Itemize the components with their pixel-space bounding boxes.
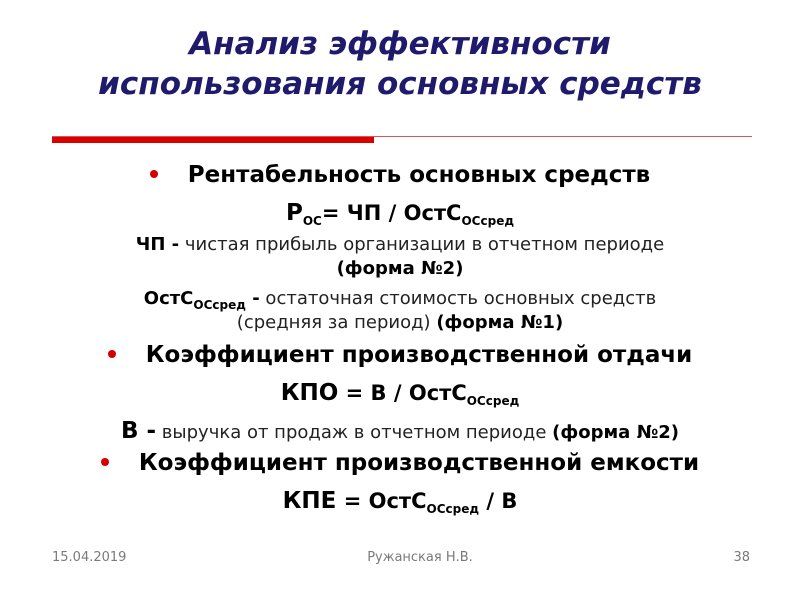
formula-lhs-subscript: ОС [302, 214, 322, 228]
bullet-dot-icon [150, 170, 158, 178]
footer-page-number: 38 [733, 550, 750, 565]
definition-revenue [40, 418, 760, 444]
formula-rhs-subscript: ОСсред [426, 502, 480, 516]
formula-lhs: Р [285, 200, 303, 226]
definition-term-subscript: ОСсред [193, 298, 246, 312]
definition-source-ref: (форма №2) [336, 258, 464, 279]
definition-text: чистая прибыль организации в отчетном периоде [179, 234, 665, 255]
definition-term: ОстС [143, 288, 194, 309]
footer-date: 15.04.2019 [52, 550, 127, 565]
definition-text: выручка от продаж в отчетном периоде [156, 422, 553, 443]
slide-title-line-1: Анализ эффективности [189, 26, 611, 62]
definition-dash: - [245, 288, 260, 309]
divider-thick-line [52, 137, 374, 143]
bullet-item-capital-intensity [40, 450, 760, 476]
bullet-dot-icon [108, 350, 116, 358]
definition-text-cont: (средняя за период) [236, 312, 437, 333]
definition-net-profit [40, 234, 760, 255]
definition-source-ref: (форма №2) [552, 422, 679, 443]
slide-title [0, 24, 800, 104]
footer-author: Ружанская Н.В. [367, 550, 473, 565]
formula-rhs-subscript: ОСсред [461, 214, 515, 228]
definition-term: ЧП - [135, 234, 180, 255]
bullet-dot-icon [101, 458, 109, 466]
slide-title-line-2: использования основных средств [98, 66, 702, 102]
definition-residual-value-cont [40, 312, 760, 333]
bullet-text: Рентабельность основных средств [187, 162, 651, 188]
formula-rhs: = ЧП / ОстС [321, 201, 462, 225]
formula-rhs-subscript: ОСсред [466, 394, 520, 408]
formula-rhs: = В / ОстС [338, 381, 467, 405]
bullet-text: Коэффициент производственной отдачи [145, 342, 693, 368]
bullet-text: Коэффициент производственной емкости [138, 450, 700, 476]
definition-source-ref: (форма №1) [436, 312, 564, 333]
bullet-item-return-on-assets [40, 162, 760, 188]
formula-kpe [40, 488, 760, 516]
bullet-item-capital-productivity [40, 342, 760, 368]
formula-lhs: КПО [280, 380, 339, 406]
formula-kpo [40, 380, 760, 408]
formula-lhs: КПЕ [282, 488, 337, 514]
definition-residual-value [40, 288, 760, 312]
definition-term: В - [120, 418, 157, 444]
definition-net-profit-ref [40, 258, 760, 279]
formula-tail: / В [479, 489, 518, 513]
formula-roa [40, 200, 760, 228]
title-divider [52, 136, 752, 143]
definition-text: остаточная стоимость основных средств [259, 288, 657, 309]
formula-rhs: = ОстС [336, 489, 427, 513]
